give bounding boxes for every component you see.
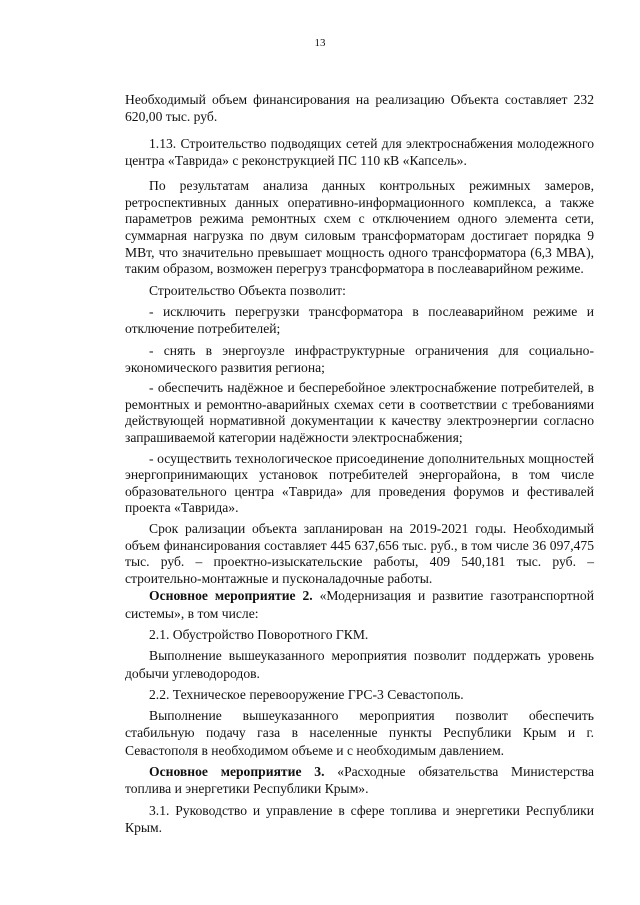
main-activity-3-title: Основное мероприятие 3. bbox=[149, 764, 325, 780]
paragraph-financing-total: Необходимый объем финансирования на реализацию Объекта составляет 232 620,00 тыс. руб. bbox=[125, 92, 594, 125]
paragraph-main-activity-3 bbox=[125, 763, 594, 798]
page-number: 13 bbox=[314, 37, 326, 49]
list-item-remove-restrictions: - снять в энергоузле инфраструктурные ограничения для социально-экономического развития региона; bbox=[125, 342, 594, 375]
paragraph-item-1-13: 1.13. Строительство подводящих сетей для электроснабжения молодежного центра «Таврида» с реконструкцией ПС 110 кВ «Капсель». bbox=[125, 135, 594, 168]
main-activity-3-text: «Расходные обязательства Министерства топлива и энергетики Республики Крым». bbox=[125, 764, 594, 797]
paragraph-analysis: По результатам анализа данных контрольных режимных замеров, ретроспективных данных оперативно-информационного комплекса, а также параметров режима ремонтных схем с отключением одного элемента сети, суммарная нагрузка по двум силовым трансформаторам достигает порядка 9 МВт, что значительно превышает мощность одного трансформатора (6,3 МВА), таким образом, возможен перегруз трансформатора в послеаварийном режиме. bbox=[125, 178, 594, 277]
paragraph-timeline-financing: Срок рализации объекта запланирован на 2019-2021 годы. Необходимый объем финансирования составляет 445 637,656 тыс. руб., в том числе 36 097,475 тыс. руб. – проектно-изыскательские работы, 409 540,181 тыс. руб. – строительно-монтажные и пусконаладочные работы. bbox=[125, 520, 594, 586]
list-item-exclude-overload: - исключить перегрузки трансформатора в послеаварийном режиме и отключение потребителей; bbox=[125, 304, 594, 337]
list-item-connection: - осуществить технологическое присоединение дополнительных мощностей энергопринимающих установок потребителей энергорайона, в том числе образовательного центра «Таврида» для проведения форумов и фестивалей проекта «Таврида». bbox=[125, 450, 594, 516]
paragraph-item-2-2-result: Выполнение вышеуказанного мероприятия позволит обеспечить стабильную подачу газа в населенные пункты Республики Крым и г. Севастополя в необходимом объеме и с необходимым давлением. bbox=[125, 708, 594, 758]
main-activity-2-title: Основное мероприятие 2. bbox=[149, 588, 313, 604]
paragraph-item-2-1-result: Выполнение вышеуказанного мероприятия позволит поддержать уровень добычи углеводородов. bbox=[125, 648, 594, 681]
main-activity-2-text: «Модернизация и развитие газотранспортной системы», в том числе: bbox=[125, 588, 595, 621]
paragraph-item-2-2: 2.2. Техническое перевооружение ГРС-3 Севастополь. bbox=[149, 686, 464, 702]
list-item-reliable-supply: - обеспечить надёжное и бесперебойное электроснабжение потребителей, в ремонтных и ремонтно-аварийных схемах сети в соответствии с требованиями действующей нормативной документации к качеству электроэнергии согласно запрашиваемой категории надёжности электроснабжения; bbox=[125, 380, 594, 446]
paragraph-item-3-1: 3.1. Руководство и управление в сфере топлива и энергетики Республики Крым. bbox=[125, 802, 594, 835]
document-body bbox=[125, 91, 594, 836]
paragraph-main-activity-2 bbox=[125, 587, 594, 622]
paragraph-item-2-1: 2.1. Обустройство Поворотного ГКМ. bbox=[149, 626, 369, 642]
paragraph-object-allows: Строительство Объекта позволит: bbox=[149, 282, 346, 298]
